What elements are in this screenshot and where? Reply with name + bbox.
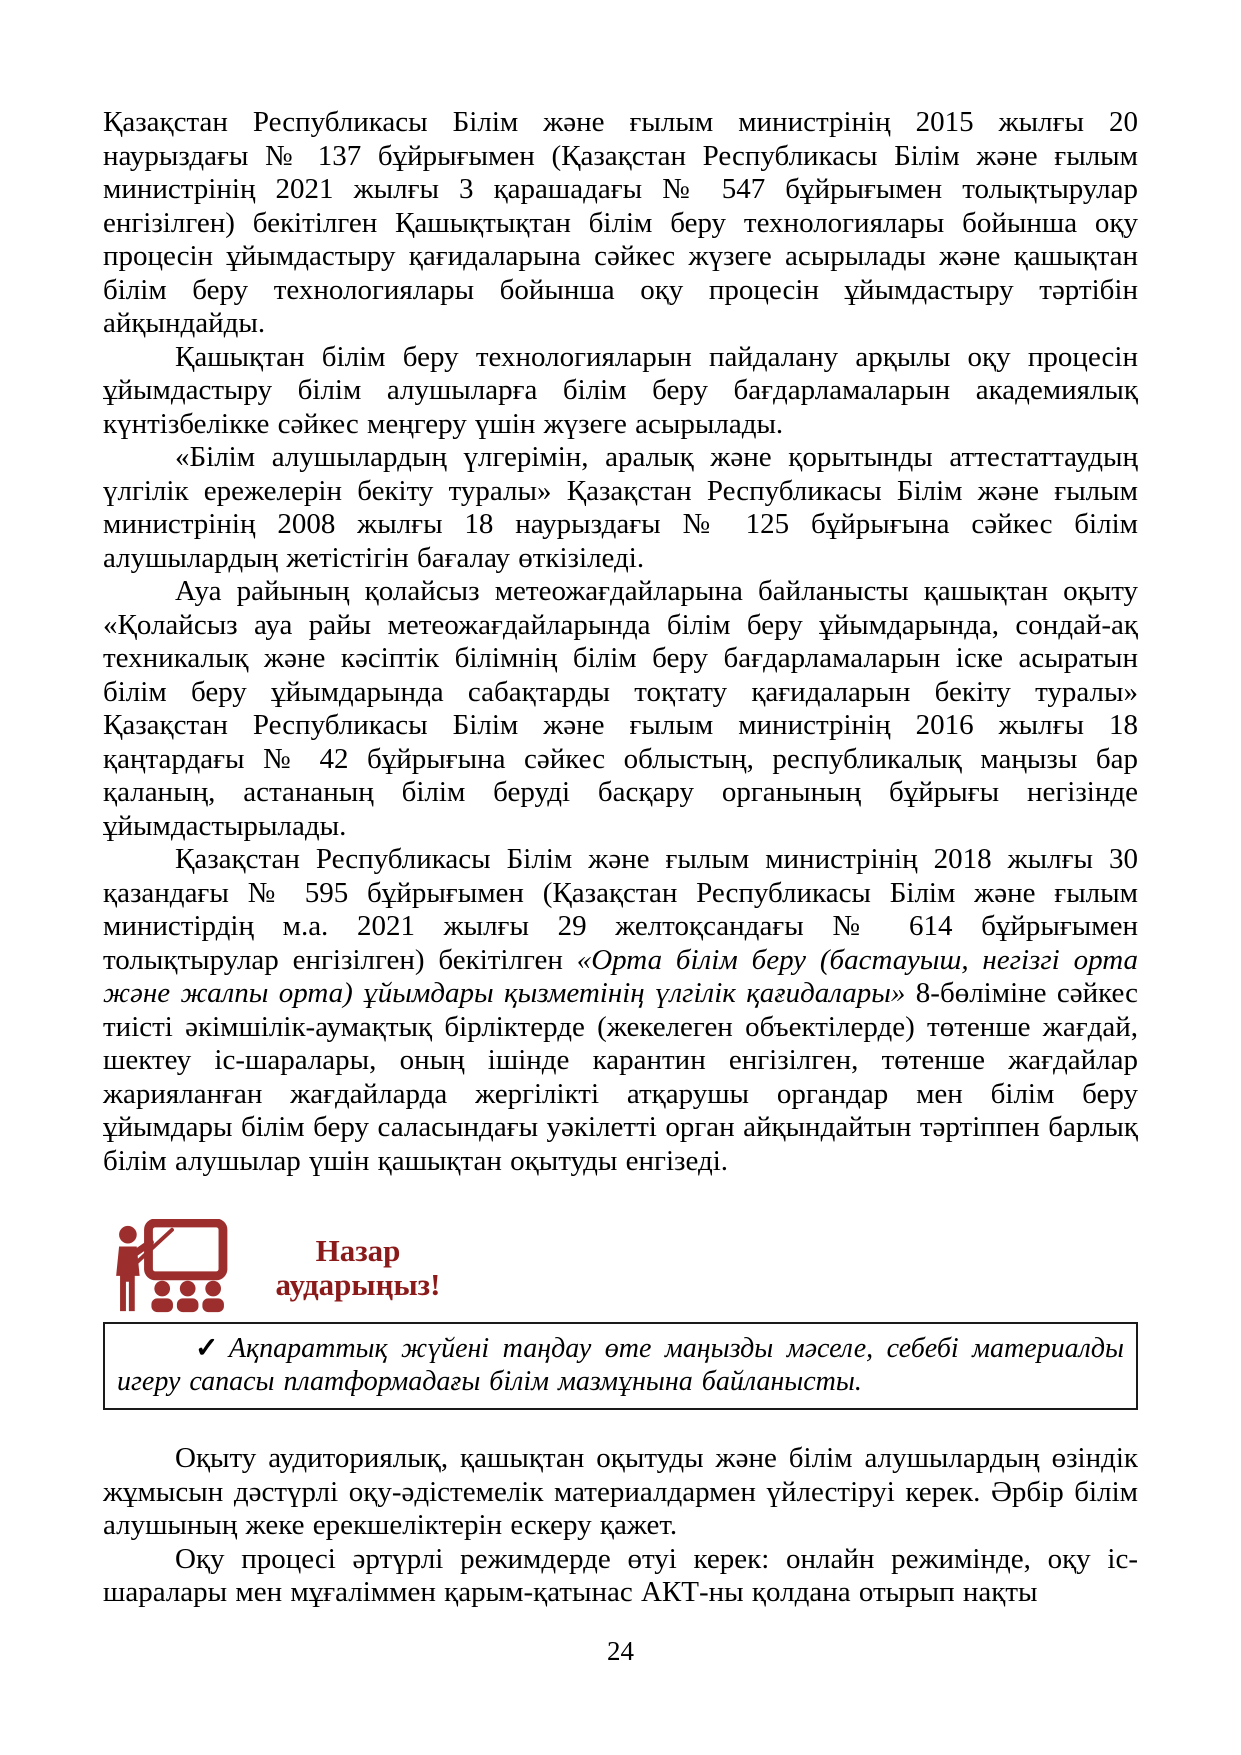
paragraph-6: Оқыту аудиториялық, қашықтан оқытуды және білім алушылардың өзіндік жұмысын дәстүрлі оқу-әдістемелік материалдармен үйлестіруі керек. Әрбір білім алушының жеке ерекшеліктерін ескеру қажет. (103, 1442, 1138, 1541)
page-content (103, 106, 1138, 1610)
paragraph-7: Оқу процесі әртүрлі режимдерде өтуі керек: онлайн режимінде, оқу іс-шаралары мен мұғаліммен қарым-қатынас АКТ-ны қолдана отырып нақты (103, 1542, 1138, 1608)
note-text-body: Ақпараттық жүйені таңдау өте маңызды мәселе, себебі материалды игеру сапасы платформадағы білім мазмұнына байланысты. (117, 1333, 1124, 1397)
attention-block (103, 1218, 1138, 1318)
paragraph-3: «Білім алушылардың үлгерімін, аралық және қорытынды аттестаттаудың үлгілік ережелерін бекіту туралы» Қазақстан Республикасы Білім және ғылым министрінің 2008 жылғы 18 наурыздағы № 125 бұйрығына сәйкес білім алушылардың жетістігін бағалау өткізіледі. (103, 441, 1138, 574)
paragraph-2: Қашықтан білім беру технологияларын пайдалану арқылы оқу процесін ұйымдастыру білім алушыларға білім беру бағдарламаларын академиялық күнтізбелікке сәйкес меңгеру үшін жүзеге асырылады. (103, 340, 1138, 440)
teacher-presentation-icon (113, 1219, 231, 1317)
attention-title-line1: Назар (315, 1233, 401, 1268)
paragraph-5-cited-rules-title: «Орта білім беру (бастауыш, негізгі орта және жалпы орта) ұйымдары қызметінің үлгілік қағидалары» (103, 943, 1138, 1009)
attention-title-line2: аударыңыз! (275, 1267, 441, 1302)
paragraph-5 (103, 843, 1138, 1178)
note-text (117, 1332, 1124, 1398)
check-icon: ✓ (195, 1333, 223, 1364)
paragraph-1: Қазақстан Республикасы Білім және ғылым министрінің 2015 жылғы 20 наурыздағы № 137 бұйрығымен (Қазақстан Республикасы Білім және ғылым министрінің 2021 жылғы 3 қарашадағы № 547 бұйрығымен толықтырулар енгізілген) бекітілген Қашықтықтан білім беру технологиялары бойынша оқу процесін ұйымдастыру қағидаларына сәйкес жүзеге асырылады және қашықтан білім беру технологиялары бойынша оқу процесін ұйымдастыру тәртібін айқындайды. (103, 106, 1138, 339)
paragraph-5-plain-tail: 8-бөліміне сәйкес тиісті әкімшілік-аумақтық бірліктерде (жекелеген объектілерде) төтенше жағдай, шектеу іс-шаралары, оның ішінде карантин енгізілген, төтенше жағдайлар жарияланған жағдайларда жергілікті атқарушы органдар мен білім беру ұйымдары білім беру саласындағы уәкілетті орган айқындайтын тәртіппен барлық білім алушылар үшін қашықтан оқытуды енгізеді. (103, 977, 1139, 1177)
note-box (103, 1322, 1138, 1410)
page-number: 24 (607, 1636, 634, 1666)
attention-title (253, 1234, 463, 1302)
paragraph-4: Ауа райының қолайсыз метеожағдайларына байланысты қашықтан оқыту «Қолайсыз ауа райы метеожағдайларында білім беру ұйымдарында, сондай-ақ техникалық және кәсіптік білімнің білім беру бағдарламаларын іске асыратын білім беру ұйымдарында сабақтарды тоқтату қағидаларын бекіту туралы» Қазақстан Республикасы Білім және ғылым министрінің 2016 жылғы 18 қаңтардағы № 42 бұйрығына сәйкес облыстың, республикалық маңызы бар қаланың, астананың білім беруді басқару органының бұйрығы негізінде ұйымдастырылады. (103, 575, 1138, 842)
paragraph-5-plain-lead: Қазақстан Республикасы Білім және ғылым министрінің 2018 жылғы 30 қазандағы № 595 бұйрығымен (Қазақстан Республикасы Білім және ғылым министірдің м.а. 2021 жылғы 29 желтоқсандағы № 614 бұйрығымен толықтырулар енгізілген) бекітілген (103, 843, 1138, 976)
